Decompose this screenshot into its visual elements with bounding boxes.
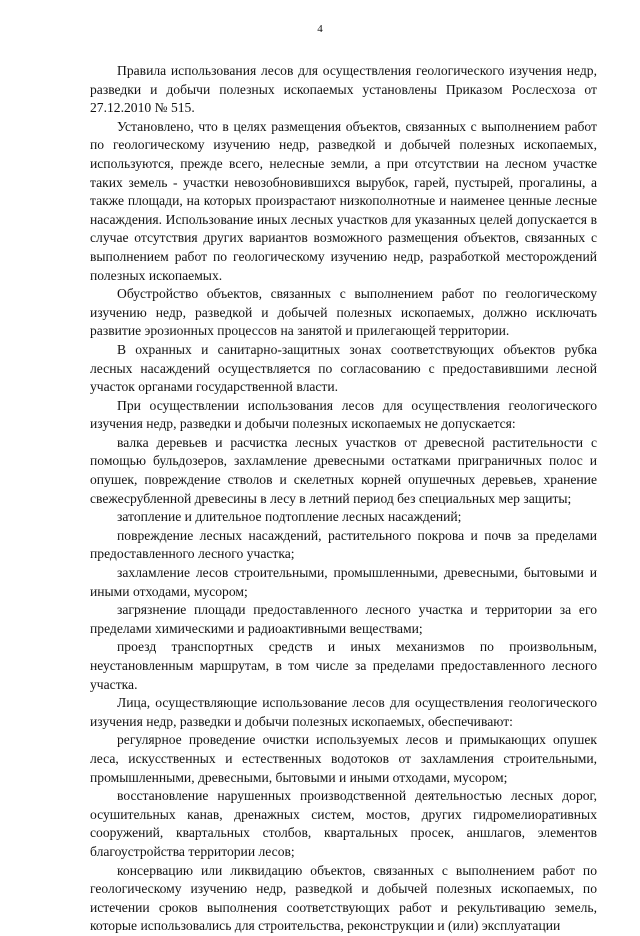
paragraph: консервацию или ликвидацию объектов, связанных с выполнением работ по геологическому изучению недр, разведкой и добычей полезных ископаемых, по истечении сроков выполнения соответствующих работ и рекультивацию земель, которые использовались для строительства, реконструкции и (или) эксплуатации	[90, 862, 597, 934]
paragraph: восстановление нарушенных производственной деятельностью лесных дорог, осушительных канав, дренажных систем, мостов, других гидромелиоративных сооружений, квартальных столбов, квартальных просек, аншлагов, элементов благоустройства территории лесов;	[90, 788, 597, 859]
paragraph: Обустройство объектов, связанных с выполнением работ по геологическому изучению недр, разведкой и добычей полезных ископаемых, должно исключать развитие эрозионных процессов на занятой и прилегающей территории.	[90, 286, 597, 339]
paragraph: повреждение лесных насаждений, растительного покрова и почв за пределами предоставленного лесного участка;	[90, 527, 597, 562]
paragraph: регулярное проведение очистки используемых лесов и примыкающих опушек леса, искусственных и естественных водотоков от захламления строительными, промышленными, древесными, бытовыми и иными отходами, мусором;	[90, 732, 597, 785]
paragraph: захламление лесов строительными, промышленными, древесными, бытовыми и иными отходами, мусором;	[90, 565, 597, 599]
paragraph: проезд транспортных средств и иных механизмов по произвольным, неустановленным маршрутам, в том числе за пределами предоставленного лесного участка.	[90, 639, 597, 692]
document-body	[90, 62, 597, 936]
paragraph: затопление и длительное подтопление лесных насаждений;	[117, 509, 462, 525]
paragraph: валка деревьев и расчистка лесных участков от древесной растительности с помощью бульдозеров, захламление древесными остатками приграничных полос и опушек, повреждение стволов и скелетных корней опушечных деревьев, хранение свежесрубленной древесины в лесу в летний период без специальных мер защиты;	[90, 434, 597, 506]
paragraph: Правила использования лесов для осуществления геологического изучения недр, разведки и добычи полезных ископаемых установлены Приказом Рослесхоза от 27.12.2010 № 515.	[90, 63, 597, 116]
paragraph: Установлено, что в целях размещения объектов, связанных с выполнением работ по геологическому изучению недр, разведкой и добычей полезных ископаемых, используются, прежде всего, нелесные земли, а при отсутствии на лесном участке таких земель - участки невозобновившихся вырубок, гарей, пустырей, прогалины, а также площади, на которых произрастают низкополнотные и наименее ценные лесные насаждения. Использование иных лесных участков для указанных целей допускается в случае отсутствия других вариантов возможного размещения объектов, связанных с выполнением работ по геологическому изучению недр, разработкой месторождений полезных ископаемых.	[90, 118, 597, 283]
paragraph: В охранных и санитарно-защитных зонах соответствующих объектов рубка лесных насаждений осуществляется по согласованию с предоставившими лесной участок органами государственной власти.	[90, 341, 597, 395]
page-number: 4	[317, 23, 323, 35]
paragraph: Лица, осуществляющие использование лесов для осуществления геологического изучения недр, разведки и добычи полезных ископаемых, обеспечивают:	[90, 695, 597, 729]
paragraph: При осуществлении использования лесов для осуществления геологического изучения недр, разведки и добычи полезных ископаемых не допускается:	[90, 397, 597, 432]
paragraph: загрязнение площади предоставленного лесного участка и территории за его пределами химическими и радиоактивными веществами;	[90, 602, 597, 636]
